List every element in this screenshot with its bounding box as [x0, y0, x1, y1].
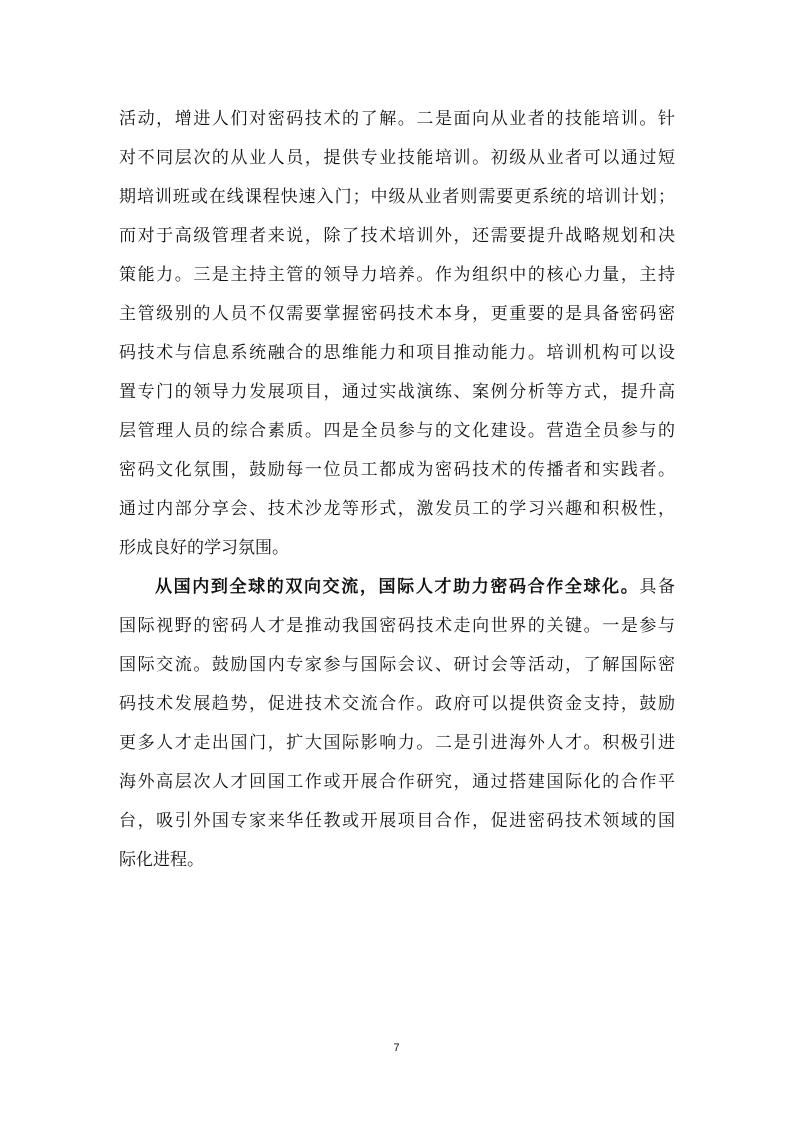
heading-continuation: 具备 — [639, 577, 675, 597]
paragraph-talent-training — [119, 100, 675, 568]
text-line: 活动，增进人们对密码技术的了解。二是面向从业者的技能培训。针 — [119, 109, 675, 129]
paragraph-international-exchange — [119, 568, 675, 880]
text-line: 期培训班或在线课程快速入门；中级从业者则需要更系统的培训计划； — [119, 187, 675, 207]
text-line: 而对于高级管理者来说，除了技术培训外，还需要提升战略规划和决 — [119, 226, 675, 246]
text-line: 台，吸引外国专家来华任教或开展项目合作，促进密码技术领域的国 — [119, 811, 675, 831]
text-line: 层管理人员的综合素质。四是全员参与的文化建设。营造全员参与的 — [119, 421, 675, 441]
text-line: 码技术发展趋势，促进技术交流合作。政府可以提供资金支持，鼓励 — [119, 694, 675, 714]
text-line: 际化进程。 — [119, 850, 204, 870]
text-line: 形成良好的学习氛围。 — [119, 538, 289, 558]
text-line: 国际交流。鼓励国内专家参与国际会议、研讨会等活动，了解国际密 — [119, 655, 675, 675]
section-heading: 从国内到全球的双向交流，国际人才助力密码合作全球化。 — [155, 577, 640, 597]
text-line: 策能力。三是主持主管的领导力培养。作为组织中的核心力量，主持 — [119, 265, 675, 285]
text-line: 码技术与信息系统融合的思维能力和项目推动能力。培训机构可以设 — [119, 343, 675, 363]
text-line: 主管级别的人员不仅需要掌握密码技术本身，更重要的是具备密码密 — [119, 304, 675, 324]
text-line: 密码文化氛围，鼓励每一位员工都成为密码技术的传播者和实践者。 — [119, 460, 675, 480]
text-line: 通过内部分享会、技术沙龙等形式，激发员工的学习兴趣和积极性， — [119, 499, 675, 519]
text-line: 置专门的领导力发展项目，通过实战演练、案例分析等方式，提升高 — [119, 382, 675, 402]
text-line: 海外高层次人才回国工作或开展合作研究，通过搭建国际化的合作平 — [119, 772, 675, 792]
page-number: 7 — [393, 1042, 400, 1054]
text-line: 国际视野的密码人才是推动我国密码技术走向世界的关键。一是参与 — [119, 616, 675, 636]
text-line: 更多人才走出国门，扩大国际影响力。二是引进海外人才。积极引进 — [119, 733, 675, 753]
text-line: 对不同层次的从业人员，提供专业技能培训。初级从业者可以通过短 — [119, 148, 675, 168]
text-line — [119, 568, 675, 607]
body-text — [119, 100, 675, 880]
